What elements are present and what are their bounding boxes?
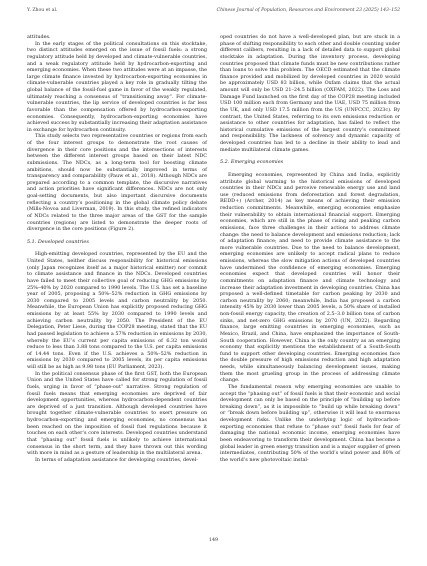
header-journal: Chinese Journal of Population, Resources and Environment 23 (2025) 143–152 bbox=[216, 8, 400, 13]
body-paragraph: This study selects two representative countries or regions from each of the four interest groups to demonstrate the root causes of divergence in their core positions and the intersections of interests between the different interest groups based on their latest NDC submissions. The NDCs, as a long-term tool for boosting climate ambitions, should now be substantially improved in terms of transparency and comparability (Pauw et al., 2018). Although NDCs are prepared according to a common template, the discursive narratives and action priorities have significant differences. NDCs are not only goal-setting documents, but also important discursive documents reflecting a country’s positioning in the global climate policy debate (Mills-Novoa and Liverman, 2019). In this study, the refined indicators of NDCs related to the three major areas of the GST for the sample countries (regions) are listed to demonstrate the deeper roots of divergence in the core positions (Figure 2). bbox=[27, 133, 207, 233]
body-paragraph: High-emitting developed countries, represented by the EU and the United States, neither discuss responsibility for historical emissions (only Japan recognizes itself as a major historical emitter) nor commit to climate assistance and finance in the NDCs. Developed countries have failed to meet their collective goal of reducing GHG emissions by 25%–40% by 2020 compared to 1990 levels. The U.S. has set a baseline year of 2005, proposing a 50%–52% reduction in GHG emissions by 2030 compared to 2005 levels and carbon neutrality by 2050. Meanwhile, the European Union has explicitly proposed reducing GHG emissions by at least 55% by 2030 compared to 1990 levels and achieving carbon neutrality by 2050. The President of the EU Delegation, Peter Liese, during the COP28 meeting, stated that the EU had passed legislation to achieve a 57% reduction in emissions by 2030, whereby the EU’s current per capita emissions of 6.32 ton would reduce to less than 3.88 tons compared to the U.S. per capita emissions of 14.44 tons. Even if the U.S. achieves a 50%–52% reduction in emissions by 2030 compared to 2005 levels, its per capita emissions will still be as high as 9.98 tons (EU Parliament, 2023). bbox=[27, 251, 207, 370]
right-column bbox=[220, 34, 400, 463]
body-paragraph: In terms of adaptation assistance for developing countries, devel- bbox=[35, 456, 198, 463]
section-heading: 5.1. Developed countries bbox=[27, 238, 89, 245]
body-paragraph: attitudes. bbox=[27, 34, 51, 40]
body-paragraph: The fundamental reason why emerging economies are unable to accept the “phasing out” of fossil fuels is that their economic and social development can only be based on the principle of “building up before breaking down”, as it is impossible to “build up while breaking down” or “break down before building up”, otherwise it will lead to enormous development risks. Unlike the underlying logic of hydrocarbon-exporting economies that refuse to “phase out” fossil fuels for fear of damaging the national economic income, emerging economies have been endeavoring to transform their development. China has become a global leader in green energy transition and is a major supplier of green intermediates, contributing 50% of the world’s wind power and 80% of the world’s new photovoltaic instal- bbox=[220, 383, 400, 463]
running-header bbox=[27, 8, 400, 18]
page-number: 149 bbox=[208, 538, 219, 543]
header-authors: Y. Zhou et al. bbox=[27, 8, 58, 13]
body-paragraph: oped countries do not have a well-developed plan, but are stuck in a phase of shifting responsibility to each other and double counting under different calibers, resulting in a lack of detailed data to support global stocktake in adaptation. During the inventory process, developing countries proposed that climate funds must be new contributions rather than loans to solve this problem. The OECD estimated that the climate finance provided and mobilized by developed countries in 2020 would be approximately USD 83 billion, while Oxfam claims that the actual amount will only be USD 21–24.5 billion (OXFAM, 2022). The Loss and Damage Fund launched on the first day of the COP28 meeting included USD 100 million each from Germany and the UAE, USD 75 million from the UK, and only USD 17.5 million from the US (UNFCCC, 2023c). By contrast, the United States, referring to its own emissions reduction or assistance to other countries for adaptation, has failed to reflect the historical cumulative emissions of the largest country’s commitment and responsibility. The lackness of solvency and dynamic capacity of developed countries has led to a decline in their ability to lead and mediate multilateral climate games. bbox=[220, 34, 400, 153]
body-paragraph: In the political consensus phase of the first GST, both the European Union and the United States have called for strong regulation of fossil fuels, urging in favor of “phase-out” narrative. Strong regulation of fossil fuels means that emerging economies are deprived of fair development opportunities, whereas hydrocarbon-dependent countries are deprived of a just transition. Although developed countries have brought together climate-vulnerable countries to exert pressure on hydrocarbon-exporting and emerging economies, no consensus has been reached on the imposition of fossil fuel regulations because it touches on each other’s core interests. Developed countries understand that “phasing out” fossil fuels is unlikely to achieve international consensus in the short term, and they have thrown out this wording with more in mind as a gesture of leadership in the multilateral arena. bbox=[27, 370, 207, 457]
left-column bbox=[27, 34, 207, 463]
body-paragraph: Emerging economies, represented by China and India, explicitly attribute global warming to the historical emissions of developed countries in their NDCs and perceive renewable energy use and land use (reduced emissions from deforestation and forest degradation, REDD+) (Archer, 2014) as key means of achieving their emission reduction commitments. Meanwhile, emerging economies emphasize their vulnerability to obtain international financial support. Emerging economies, which are still in the phase of rising and peaking carbon emissions, face three challenges in their actions to address climate change: the need to balance development and emissions reduction; lack of adaptation finance; and need to provide climate assistance to the more vulnerable countries. Due to the need to balance development, emerging economies are unlikely to accept radical plans to reduce emissions, whereas the slow mitigation actions of developed countries have undermined the confidence of emerging economies. Emerging economies expect that developed countries will honor their commitments on adaptation finance and climate technology and increase their adaptation investment in developing countries. China has proposed a well-defined timetable for carbon peaking by 2030 and carbon neutrality by 2060; meanwhile, India has proposed a carbon intensity 45% by 2030 lower than 2005 levels, a 50% share of installed non-fossil energy capacity, the creation of 2.5–3.0 billion tons of carbon sinks, and net-zero GHG emissions by 2070 (UN, 2022). Regarding finance, large emitting countries in emerging economies, such as Mexico, Brazil, and China, have emphasized the importance of South-South cooperation. However, China is the only country as an emerging economy that explicitly mentions the establishment of a South-South fund to support other developing countries. Emerging economies face the double pressure of high emissions reduction and high adaptation needs, while simultaneously balancing development issues, making them the most grueling group in the process of addressing climate change. bbox=[220, 171, 400, 384]
section-heading: 5.2. Emerging economies bbox=[220, 159, 284, 166]
body-paragraph: In the early stages of the political consultations on this stocktake, two distinct attitudes emerged on the issue of fossil fuels: a strong regulatory attitude held by developed and climate-vulnerable countries, and a weak regulatory attitude held by hydrocarbon-exporting and emerging economies. When these two attitudes were at an impasse, the large climate finance invested by hydrocarbon-exporting economies in climate-vulnerable countries played a key role in gradually tilting the global balance of the fossil-fuel game in favor of the weakly regulated, ultimately reaching a consensus of “transitioning away”. For climate-vulnerable countries, the lip service of developed countries is far less favorable than the compensation offered by hydrocarbon-exporting economies. Consequently, hydrocarbon-exporting economies have achieved success by substantially increasing their adaptation assistance in exchange for hydrocarbon continuity. bbox=[27, 40, 207, 133]
